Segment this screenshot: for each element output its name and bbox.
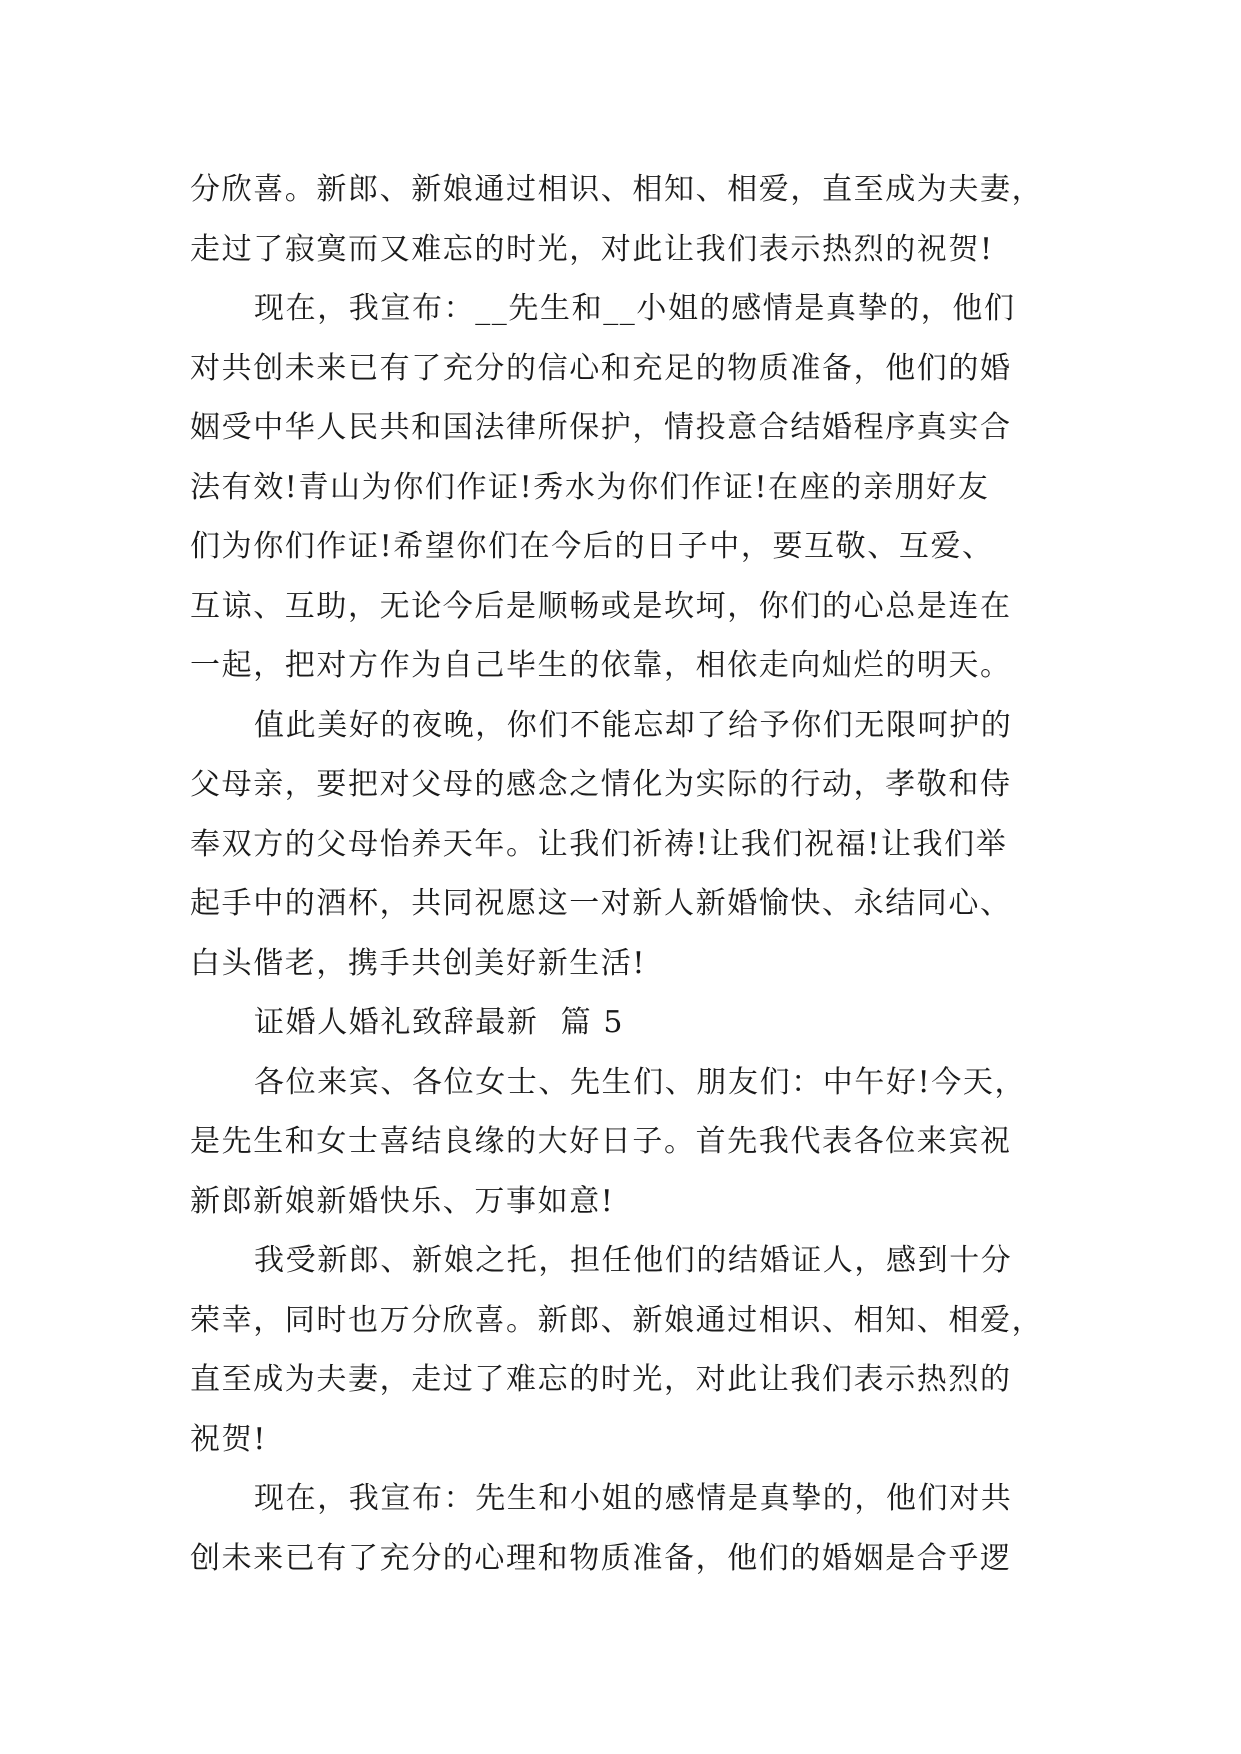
- text-line: 父母亲，要把对父母的感念之情化为实际的行动，孝敬和侍: [190, 767, 1012, 802]
- text-line: 是先生和女士喜结良缘的大好日子。首先我代表各位来宾祝: [190, 1124, 1012, 1159]
- text-line: 分欣喜。新郎、新娘通过相识、相知、相爱，直至成为夫妻，: [190, 172, 1044, 207]
- text-line: 互谅、互助，无论今后是顺畅或是坎坷，你们的心总是连在: [190, 588, 1012, 624]
- text-line: 直至成为夫妻，走过了难忘的时光，对此让我们表示热烈的: [190, 1362, 1012, 1397]
- text-line: 白头偕老，携手共创美好新生活!: [190, 945, 647, 981]
- text-line: 现在，我宣布：__先生和__小姐的感情是真挚的，他们: [254, 291, 1016, 326]
- text-line: 一起，把对方作为自己毕生的依靠，相依走向灿烂的明天。: [190, 648, 1012, 683]
- text-line: 新郎新娘新婚快乐、万事如意!: [190, 1183, 615, 1219]
- text-line: 们为你们作证!希望你们在今后的日子中，要互敬、互爱、: [190, 529, 994, 564]
- text-line: 创未来已有了充分的心理和物质准备，他们的婚姻是合乎逻: [190, 1540, 1012, 1576]
- text-line: 现在，我宣布：先生和小姐的感情是真挚的，他们对共: [254, 1481, 1013, 1516]
- document-body: [190, 160, 1070, 1588]
- text-line: 对共创未来已有了充分的信心和充足的物质准备，他们的婚: [190, 350, 1012, 386]
- text-line: 各位来宾、各位女士、先生们、朋友们：中午好!今天，: [254, 1064, 1027, 1100]
- text-line: 荣幸，同时也万分欣喜。新郎、新娘通过相识、相知、相爱，: [190, 1302, 1044, 1338]
- text-line: 法有效!青山为你们作证!秀水为你们作证!在座的亲朋好友: [190, 469, 990, 505]
- text-line: 祝贺!: [190, 1421, 267, 1457]
- text-line: 起手中的酒杯，共同祝愿这一对新人新婚愉快、永结同心、: [190, 886, 1012, 921]
- text-line: 值此美好的夜晚，你们不能忘却了给予你们无限呵护的: [254, 707, 1013, 743]
- text-line: 我受新郎、新娘之托，担任他们的结婚证人，感到十分: [254, 1243, 1013, 1278]
- text-line: 奉双方的父母怡养天年。让我们祈祷!让我们祝福!让我们举: [190, 826, 1008, 862]
- text-line: 走过了寂寞而又难忘的时光，对此让我们表示热烈的祝贺!: [190, 231, 994, 267]
- text-line: 证婚人婚礼致辞最新 篇 5: [254, 1005, 625, 1040]
- text-line: 姻受中华人民共和国法律所保护，情投意合结婚程序真实合: [190, 410, 1012, 445]
